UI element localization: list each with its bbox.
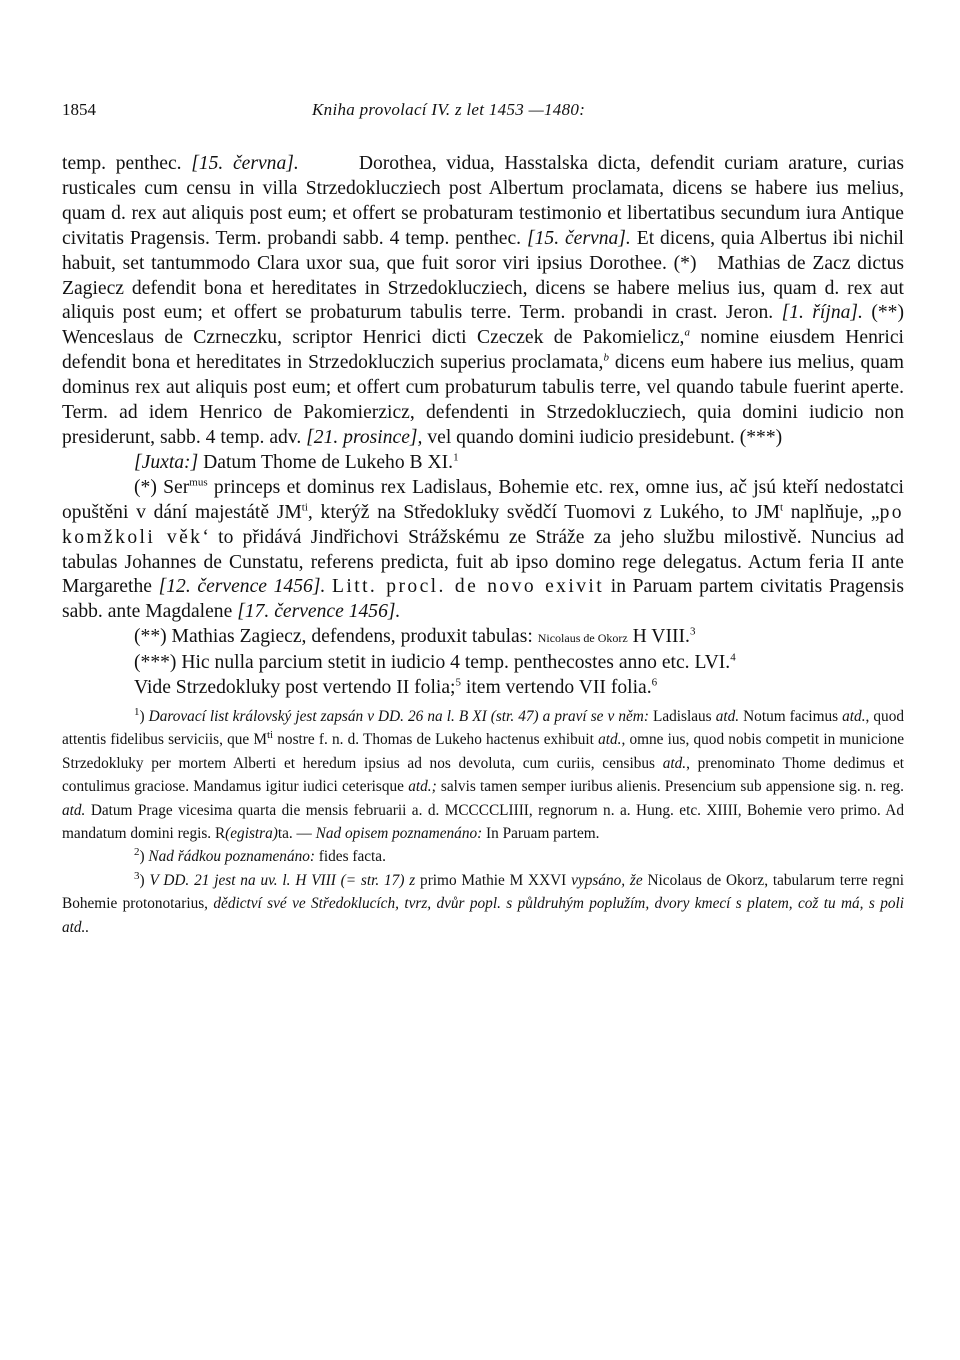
italic-text: atd.; [408,778,437,796]
paragraph-juxta [62,451,904,476]
footnote-1: $^1$) Darovací list královský jest zapsán v DD. 26 na l. B XI (str. 47) a praví se v něm: Ladislaus atd. Notum facimus atd., quod attentis fidelibus serviciis, que $M^{ti}$ nostre f. n. d. Thomas de Lukeho hactenus exhibuit atd., omne ius, quod nobis competit in municione Strzedokluky per mortem Alberti et heredum ipsius ad nos devoluta, cum curiis, censibus atd., prenominato Thome dedimus et contulimus graciose. Mandamus igitur iudici ceterisque atd.; salvis tamen semper iuribus alienis. Presencium sub appensione sig. n. reg. atd. Datum Prage vicesima quarta die mensis februarii a. d. MCCCCLIIII, regnorum n. a. Hung. etc. XIIII, Bohemie vero primo. Ad mandatum domini regis. R(egistra)ta. — Nad opisem poznamenáno: In Paruam partem. [62,705,905,842]
text-span: Vide Strzedokluky post vertendo II folia; [134,677,456,699]
superscript: ti [266,729,274,742]
text-span: salvis tamen semper iuribus alienis. Presencium sub appensione sig. n. reg. [436,778,904,796]
footnote-mark: 2 [134,846,140,859]
text-span: H VIII. [627,626,690,648]
footnote-mark: 3 [134,869,140,882]
text-span: item vertendo VII folia. [461,677,652,699]
document-page [62,100,904,939]
text-span: vel quando domini iudicio presidebunt. (***) [422,426,783,448]
text-span: , omne ius, quod nobis competit in municione Strzedokluky per mortem Alberti et heredum ipsius ad nos devoluta, cum curiis, censibus [62,731,905,772]
italic-text: vypsáno, že [571,871,643,889]
text-span: Nicolaus de Okorz, tabularum terre regni Bohemie protonotarius, [62,871,904,913]
italic-text: dědictví své ve Středoklucích, tvrz, dvůr popl. s půldruhým poplužím, dvory kmecí s platem, což tu má, s poli atd.. [62,895,904,936]
text-span: primo Mathie M XXVI [415,871,572,889]
text-span: ta. — [277,824,316,842]
footnotes [62,705,904,939]
text-span: Dorothea, vidua, Hasstalska dicta, defendit curiam arature, curias rusticales cum censu in villa Strzedoklucziech post Albertum proclamata, dicens se habere ius melius, quam d. rex aut aliquis post eum; et offert se probaturam testimonio et libertatibus secundum iura Antique civitatis Pragensis. Term. probandi sabb. 4 temp. penthec. [62,153,904,249]
footnote-ref: 4 [730,651,736,664]
paragraph-dorothea [62,152,904,451]
footnote-ref: 6 [651,676,658,689]
text-span: , quod attentis fidelibus serviciis, que M [62,707,905,749]
small-text: Nicolaus de Okorz [537,631,628,646]
text-span: in Paruam partem civitatis Pragensis sabb. ante Magdalene [62,576,904,623]
text-span: naplňuje, „ [783,501,880,523]
text-span: Datum Thome de Lukeho B XI. [198,451,454,473]
paragraph-note-1 [62,476,904,625]
italic-text: atd. [662,754,687,772]
text-span: nomine eiusdem Henrici defendit bona et hereditates in Strzedokluczich superius proclamata, [62,327,904,374]
page-header [62,100,904,130]
footnote-3: $^3$) V DD. 21 jest na uv. l. H VIII (= str. 17) z primo Mathie M XXVI vypsáno, že Nicolaus de Okorz, tabularum terre regni Bohemie protonotarius, dědictví své ve Středoklucích, tvrz, dvůr popl. s půldruhým poplužím, dvory kmecí s platem, což tu má, s poli atd.. [62,869,904,936]
text-span: Datum Prage vicesima quarta die mensis februarii a. d. MCCCCLIIII, regnorum n. a. Hung. etc. XIIII, Bohemie vero primo. Ad mandatum domini regis. R [62,801,904,842]
date-note: [1. října]. [781,302,863,324]
italic-text: atd. [62,801,86,819]
text-span: , prenominato Thome dedimus et contulimus graciose. Mandamus igitur iudici ceterisque [62,754,904,796]
paragraph-note-2 [62,625,904,651]
italic-text: Nad opisem poznamenáno: [315,824,483,842]
date-note: [12. července 1456]. [158,576,326,598]
juxta-note: [Juxta:] [134,451,199,473]
italic-text: (egistra) [225,824,278,842]
superscript: t [780,501,784,514]
text-span: fides facta. [314,848,386,866]
spaced-text: po komžkoli věk [62,501,904,548]
text-span: Ladislaus [648,707,716,725]
page-number: 1854 [62,100,96,119]
italic-text: V DD. 21 jest na uv. l. H VIII (= str. 17) z [149,871,416,889]
superscript: ti [301,501,308,514]
footnote-letter: a [684,326,690,339]
text-span: Notum facimus [739,707,843,725]
date-note: [15. června]. [526,227,631,249]
paragraph-vide [62,676,904,701]
text-span: Mathias de Zacz dictus Zagiecz defendit bona et hereditates in Strzedoklucziech, dicens se habere melius ius, quam d. rex aut aliquis post eum; et offert se probaturum tabulis terre. Term. probandi in crast. Jeron. [62,252,904,324]
text-span: (***) Hic nulla parcium stetit in iudicio 4 temp. penthecostes anno etc. LVI. [134,652,731,674]
italic-text: Darovací list královský jest zapsán v DD. 26 na l. B XI (str. 47) a praví se v něm: [148,707,649,725]
date-note: [17. července 1456]. [237,601,401,623]
date-note: [15. června]. [191,153,299,174]
italic-text: atd. [715,707,740,725]
text-span: dicens eum habere ius melius, quam dominus rex aut aliquis post eum; et offert cum probaturum tabulis terre, vel quando tabule fuerint aperte. Term. ad idem Henrico de Pakomierzicz, defendenti in Strzedoklucziech, quia domini iudicio non presiderunt, sabb. 4 temp. adv. [62,352,904,448]
text-span: (**) Wenceslaus de Czrneczku, scriptor Henrici dicti Czeczek de Pakomielicz, [62,302,904,349]
footnote-letter: b [603,351,609,364]
text-span: princeps et dominus rex Ladislaus, Bohemie etc. rex, omne ius, ač jsú kteří nedostatci opuštěni v dání majestátě JM [62,476,904,523]
italic-text: atd. [842,707,866,725]
paragraph-note-3 [62,651,904,676]
text-span: Et dicens, quia Albertus ibi nichil habuit, set tantummodo Clara uxor sua, que fuit soror viri ipsius Dorothee. (*) [62,227,904,274]
italic-text: atd. [598,731,622,749]
footnote-mark: 1 [134,705,140,718]
spaced-text: Litt. procl. de novo exivit [332,576,605,598]
superscript: mus [189,476,208,489]
text-span: (*) Ser [134,476,190,498]
text-span: temp. penthec. [62,153,192,174]
main-text [62,152,904,701]
text-span: nostre f. n. d. Thomas de Lukeho hactenus exhibuit [273,731,599,749]
text-span: ‘ to přidává Jindřichovi Strážskému ze Stráže za jeho službu milostivě. Nuncius ad tabulas Johannes de Cunstatu, referens predicta, fuit ab ipso domino rege delegatus. Actum feria II ante Margarethe [62,526,904,598]
date-note: [21. prosince], [306,426,423,448]
footnote-ref: 5 [455,676,461,689]
text-span: , kterýž na Středokluky svědčí Tuomovi z Lukého, to JM [307,501,781,523]
footnote-ref: 3 [689,625,696,638]
text-span: (**) Mathias Zagiecz, defendens, produxit tabulas: [134,626,538,648]
italic-text: Nad řádkou poznamenáno: [148,848,315,866]
text-span: In Paruam partem. [482,824,600,842]
running-title: Kniha provolací IV. z let 1453 —1480: [312,100,586,119]
footnote-ref: 1 [453,451,459,464]
footnote-2: $^2$) Nad řádkou poznamenáno: fides facta. [134,846,386,866]
